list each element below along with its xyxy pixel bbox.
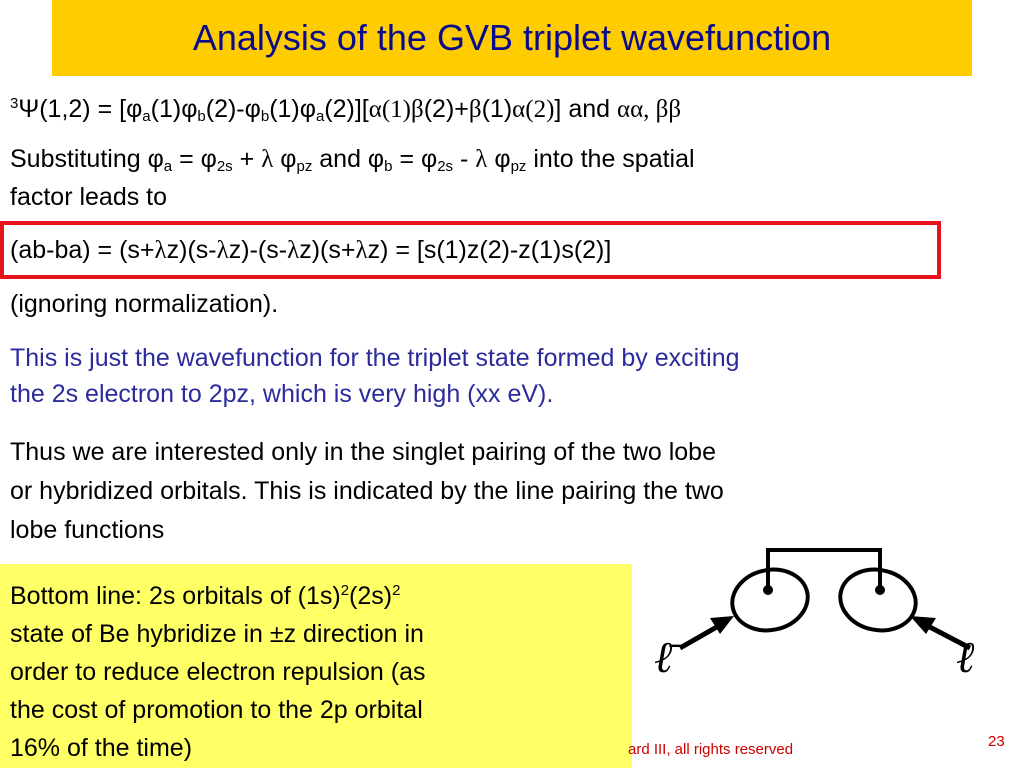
text-fragment: = φ bbox=[172, 145, 217, 173]
greek-symbol: α(1)β bbox=[368, 96, 424, 123]
ignoring-line: (ignoring normalization). bbox=[10, 290, 279, 318]
thus-paragraph-line-1: Thus we are interested only in the singlet pairing of the two lobe bbox=[10, 438, 716, 466]
wavefunction-line bbox=[10, 87, 681, 133]
thus-paragraph-line-2: or hybridized orbitals. This is indicated by the line pairing the two bbox=[10, 477, 724, 505]
text-fragment: (2)-φ bbox=[205, 95, 261, 123]
text-fragment: (ab-ba) = (s+ bbox=[10, 236, 155, 264]
text-fragment: (1)φ bbox=[269, 95, 316, 123]
greek-symbol: λ bbox=[261, 146, 274, 173]
superscript: 2 bbox=[340, 582, 350, 599]
text-fragment: z) = [s(1)z(2)-z(1)s(2)] bbox=[367, 236, 612, 264]
text-fragment: (2)+ bbox=[423, 95, 469, 123]
bottom-line-box bbox=[0, 564, 632, 768]
superscript: 2 bbox=[392, 582, 401, 599]
greek-symbol: αα, ββ bbox=[616, 96, 682, 123]
subscript: b bbox=[260, 108, 270, 125]
greek-symbol: λ bbox=[154, 237, 167, 264]
copyright-footer: ard III, all rights reserved bbox=[628, 741, 794, 758]
left-arrow-shaft bbox=[680, 624, 722, 648]
right-arrow-head bbox=[910, 616, 936, 634]
subscript: b bbox=[384, 158, 393, 175]
text-fragment: ] and bbox=[554, 95, 617, 123]
text-fragment: order to reduce electron repulsion (as bbox=[10, 658, 426, 686]
greek-symbol: λ bbox=[355, 237, 368, 264]
text-fragment: and φ bbox=[312, 145, 385, 173]
text-fragment: z)(s- bbox=[166, 236, 217, 264]
blue-paragraph-line-2: the 2s electron to 2pz, which is very high (xx eV). bbox=[10, 380, 554, 408]
text-fragment: state of Be hybridize in ±z direction in bbox=[10, 620, 424, 648]
pairing-line bbox=[768, 550, 880, 566]
text-fragment: the cost of promotion to the 2p orbital bbox=[10, 696, 423, 724]
subscript: a bbox=[142, 108, 151, 125]
text-fragment: Bottom line: 2s orbitals of (1s) bbox=[10, 582, 341, 610]
subscript: 2s bbox=[437, 158, 454, 175]
text-fragment: φ bbox=[487, 145, 511, 173]
factor-line: factor leads to bbox=[10, 183, 168, 211]
subscript: pz bbox=[510, 158, 527, 175]
text-fragment: = φ bbox=[392, 145, 438, 173]
right-lobe-dot bbox=[875, 585, 885, 595]
text-fragment: - bbox=[453, 145, 476, 173]
slide-title: Analysis of the GVB triplet wavefunction bbox=[192, 17, 832, 58]
greek-symbol: β bbox=[468, 96, 482, 123]
greek-symbol: λ bbox=[216, 237, 229, 264]
subscript: a bbox=[315, 108, 325, 125]
text-fragment: 16% of the time) bbox=[10, 734, 193, 762]
right-lobe-label: ℓ bbox=[956, 633, 975, 682]
superscript: 3 bbox=[10, 95, 19, 112]
subscript: a bbox=[163, 158, 173, 175]
text-fragment: (1)φ bbox=[150, 95, 198, 123]
left-lobe-label: ℓ̄ bbox=[654, 633, 673, 682]
greek-symbol: λ bbox=[287, 237, 300, 264]
text-fragment: + bbox=[232, 145, 262, 173]
text-fragment: into the spatial bbox=[526, 145, 695, 173]
text-fragment: (1) bbox=[481, 95, 513, 123]
boxed-equation bbox=[10, 234, 611, 267]
page-number: 23 bbox=[988, 733, 1005, 750]
thus-paragraph-line-3: lobe functions bbox=[10, 516, 165, 544]
text-fragment: φ bbox=[273, 145, 297, 173]
title-bar bbox=[52, 0, 972, 76]
lobe-pairing-diagram bbox=[640, 540, 1024, 710]
subscript: 2s bbox=[216, 158, 233, 175]
subscript: b bbox=[197, 108, 206, 125]
text-fragment: z)-(s- bbox=[228, 236, 288, 264]
text-fragment: Ψ(1,2) = [φ bbox=[18, 95, 143, 123]
greek-symbol: α(2) bbox=[512, 96, 555, 123]
greek-symbol: λ bbox=[475, 146, 488, 173]
substitution-line bbox=[10, 143, 695, 183]
left-lobe-dot bbox=[763, 585, 773, 595]
text-fragment: (2s) bbox=[349, 582, 393, 610]
text-fragment: z)(s+ bbox=[299, 236, 356, 264]
subscript: pz bbox=[296, 158, 313, 175]
text-fragment: Substituting φ bbox=[10, 145, 164, 173]
text-fragment: (2)][ bbox=[324, 95, 369, 123]
blue-paragraph-line-1: This is just the wavefunction for the triplet state formed by exciting bbox=[10, 344, 740, 372]
